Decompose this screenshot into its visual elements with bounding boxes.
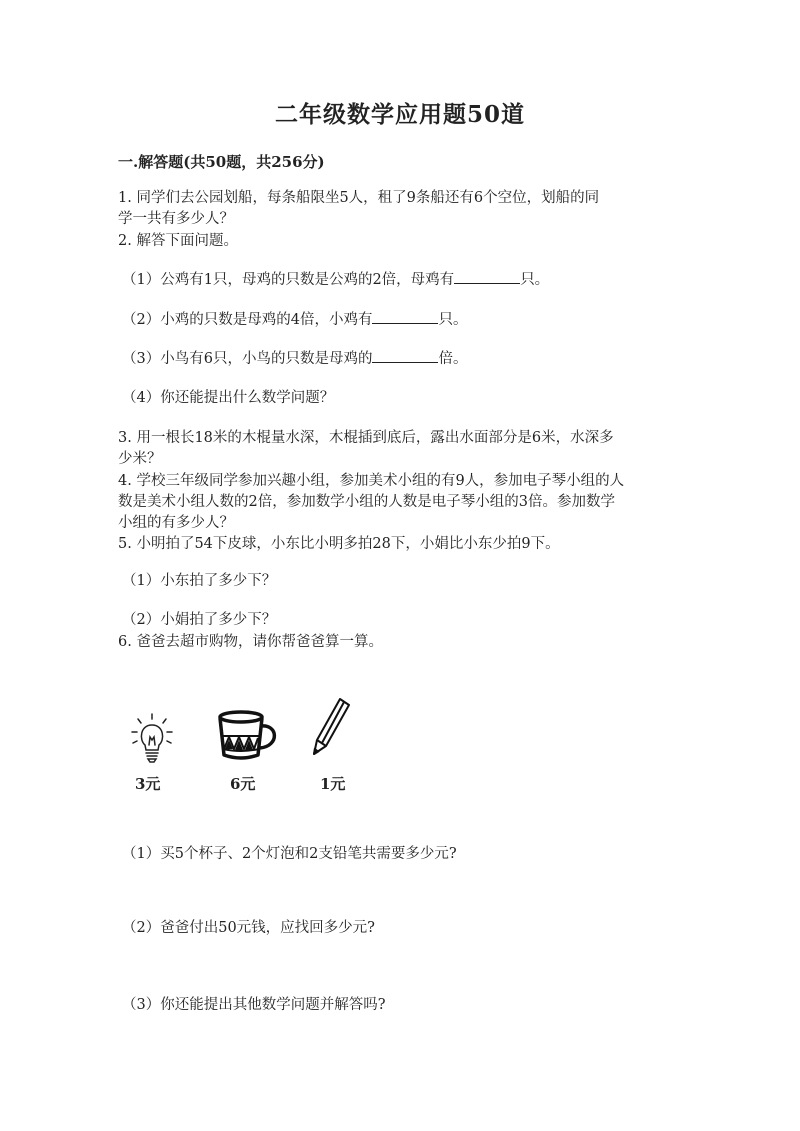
q6-stem: 6. 爸爸去超市购物，请你帮爸爸算一算。 [118,634,383,650]
answer-blank[interactable] [454,269,520,284]
q1-line1: 1. 同学们去公园划船，每条船限坐5人，租了9条船还有6个空位，划船的同 [118,190,600,206]
answer-blank[interactable] [372,348,438,363]
q5-sub2: （2）小娟拍了多少下？ [122,612,277,628]
q2-sub1 [122,269,549,290]
q3-line1: 3. 用一根长18米的木棍量水深，木棍插到底后，露出水面部分是6米，水深多 [118,430,614,446]
pencil-icon [309,696,353,758]
price-label: 6元 [230,775,256,793]
page-title: 二年级数学应用题50道 [274,101,525,128]
cup-icon [214,708,280,762]
q2-sub2 [122,309,467,330]
q4-line3: 小组的有多少人？ [118,515,234,531]
q2-sub3-text: （3）小鸟有6只，小鸟的只数是母鸡的 [122,351,373,367]
answer-blank[interactable] [372,309,438,324]
q6-sub3: （3）你还能提出其他数学问题并解答吗? [122,997,386,1013]
q2-sub1-unit: 只。 [520,272,550,288]
price-label: 1元 [320,775,346,793]
q4-line2: 数是美术小组人数的2倍，参加数学小组的人数是电子琴小组的3倍。参加数学 [118,494,615,510]
q6-sub1: （1）买5个杯子、2个灯泡和2支铅笔共需要多少元? [122,846,457,862]
q2-sub3 [122,348,467,369]
q2-sub2-unit: 只。 [438,312,468,328]
q2-sub4: （4）你还能提出什么数学问题？ [122,390,335,406]
q2-stem: 2. 解答下面问题。 [118,233,238,249]
q3-line2: 少米？ [118,451,162,467]
light-bulb-icon [128,712,176,764]
q5-stem: 5. 小明拍了54下皮球，小东比小明多拍28下，小娟比小东少拍9下。 [118,536,560,552]
q2-sub1-text: （1）公鸡有1只，母鸡的只数是公鸡的2倍，母鸡有 [122,272,455,288]
price-label: 3元 [135,775,161,793]
q2-sub3-unit: 倍。 [438,351,468,367]
q1-line2: 学一共有多少人？ [118,211,234,227]
section-heading: 一.解答题(共50题，共256分) [118,153,325,171]
q4-line1: 4. 学校三年级同学参加兴趣小组，参加美术小组的有9人，参加电子琴小组的人 [118,473,625,489]
q6-sub2: （2）爸爸付出50元钱，应找回多少元? [122,920,375,936]
q5-sub1: （1）小东拍了多少下？ [122,573,277,589]
q2-sub2-text: （2）小鸡的只数是母鸡的4倍，小鸡有 [122,312,373,328]
